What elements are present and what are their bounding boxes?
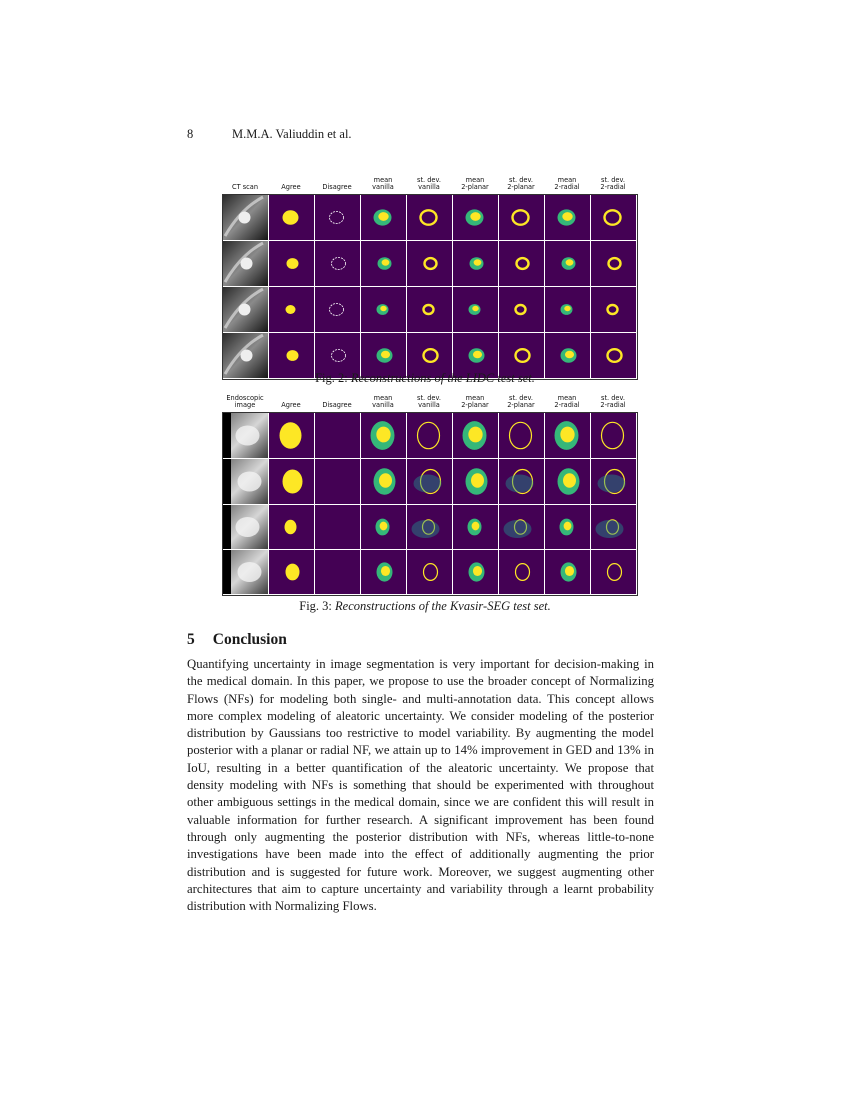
grid3-cell-r1-mean-radial <box>545 413 590 458</box>
grid3-cell-r3-std-vanilla <box>407 505 452 549</box>
grid2-cell-r3-std-radial <box>591 287 636 332</box>
figure-2 <box>222 160 638 380</box>
grid2-cell-r1-mean-vanilla <box>361 195 406 240</box>
grid3-cell-r4-std-planar <box>499 550 544 594</box>
grid3-cell-r2-agree <box>269 459 314 504</box>
section-title: Conclusion <box>212 631 287 648</box>
grid3-cell-r1-mean-planar <box>453 413 498 458</box>
fig3-col-endoscopic: Endoscopic image <box>226 393 264 409</box>
grid3-cell-r2-input <box>223 459 268 504</box>
grid2-cell-r1-mean-planar <box>453 195 498 240</box>
conclusion-paragraph: Quantifying uncertainty in image segmentation is very important for decision-making in the medical domain. In this paper, we propose to use the broader concept of Normalizing Flows (NFs) for modeling both single- and multi-annotation data. This concept allows more complex modeling of aleatoric uncertainty. We consider modeling of the posterior distribution by Gaussians too restrictive to model variability. By augmenting the model posterior with a planar or radial NF, we attain up to 14% improvement in GED and 13% in IoU, resulting in a better quantification of the aleatoric uncertainty. We propose that density modeling with NFs is something that should be experimented with throughout other ambiguous settings in the medical domain, since we are confident this will result in valuable information for further research. A significant improvement has been found through only augmenting the posterior distribution with NFs, whereas little-to-none investigations have been made into the effect of additionally augmenting the prior distribution and is suggested for future work. Moreover, we suggest augmenting other architectures that aim to capture uncertainty and variability through a learnt probability distribution with Normalizing Flows. <box>187 657 654 914</box>
figure-3-caption-text: Reconstructions of the Kvasir-SEG test set. <box>335 599 551 613</box>
grid3-cell-r1-std-planar <box>499 413 544 458</box>
figure-2-image-grid <box>222 194 638 380</box>
grid3-cell-r4-std-radial <box>591 550 636 594</box>
fig3-col-mean-planar: mean 2-planar <box>461 393 489 409</box>
grid3-cell-r1-mean-vanilla <box>361 413 406 458</box>
grid2-cell-r2-agree <box>269 241 314 286</box>
grid3-cell-r4-disagree <box>315 550 360 594</box>
grid3-cell-r4-mean-radial <box>545 550 590 594</box>
grid2-cell-r1-agree <box>269 195 314 240</box>
grid3-cell-r1-agree <box>269 413 314 458</box>
figure-3-image-grid <box>222 412 638 596</box>
grid3-cell-r3-std-planar <box>499 505 544 549</box>
grid3-cell-r2-mean-planar <box>453 459 498 504</box>
grid2-cell-r3-mean-planar <box>453 287 498 332</box>
grid3-cell-r3-mean-planar <box>453 505 498 549</box>
fig3-col-std-vanilla: st. dev. vanilla <box>417 393 441 409</box>
grid3-cell-r3-mean-radial <box>545 505 590 549</box>
grid3-cell-r2-mean-radial <box>545 459 590 504</box>
figure-3-column-headers <box>222 378 638 412</box>
grid3-cell-r3-agree <box>269 505 314 549</box>
grid3-cell-r2-std-vanilla <box>407 459 452 504</box>
grid2-cell-r3-mean-vanilla <box>361 287 406 332</box>
fig3-col-mean-radial: mean 2-radial <box>554 393 580 409</box>
fig2-col-ct-scan: CT scan <box>231 182 258 191</box>
fig2-col-mean-planar: mean 2-planar <box>461 175 489 191</box>
grid2-cell-r1-std-radial <box>591 195 636 240</box>
fig2-col-agree: Agree <box>281 182 301 191</box>
grid2-cell-r3-std-planar <box>499 287 544 332</box>
fig3-col-std-planar: st. dev. 2-planar <box>507 393 535 409</box>
grid2-cell-r2-std-radial <box>591 241 636 286</box>
grid2-cell-r3-disagree <box>315 287 360 332</box>
grid2-cell-r1-std-vanilla <box>407 195 452 240</box>
figure-3-caption <box>0 599 850 614</box>
grid2-cell-r2-disagree <box>315 241 360 286</box>
section-number: 5 <box>187 631 195 648</box>
grid2-cell-r1-disagree <box>315 195 360 240</box>
page-number: 8 <box>187 127 194 141</box>
grid3-cell-r3-input <box>223 505 268 549</box>
grid2-cell-r2-mean-vanilla <box>361 241 406 286</box>
figure-2-caption-text: Reconstructions of the LIDC test set. <box>350 371 535 385</box>
fig2-col-std-vanilla: st. dev. vanilla <box>417 175 441 191</box>
grid3-cell-r4-mean-planar <box>453 550 498 594</box>
grid3-cell-r1-disagree <box>315 413 360 458</box>
grid3-cell-r3-disagree <box>315 505 360 549</box>
grid3-cell-r2-disagree <box>315 459 360 504</box>
grid3-cell-r4-mean-vanilla <box>361 550 406 594</box>
grid2-cell-r2-mean-planar <box>453 241 498 286</box>
fig2-col-disagree: Disagree <box>322 182 352 191</box>
fig3-col-disagree: Disagree <box>322 400 352 409</box>
grid3-cell-r1-std-vanilla <box>407 413 452 458</box>
figure-2-column-headers <box>222 160 638 194</box>
grid3-cell-r3-std-radial <box>591 505 636 549</box>
fig2-col-mean-vanilla: mean vanilla <box>372 175 394 191</box>
grid3-cell-r3-mean-vanilla <box>361 505 406 549</box>
grid2-cell-r3-mean-radial <box>545 287 590 332</box>
grid3-cell-r2-std-planar <box>499 459 544 504</box>
figure-2-label: Fig. 2: <box>315 371 348 385</box>
grid2-cell-r3-input <box>223 287 268 332</box>
grid2-cell-r1-input <box>223 195 268 240</box>
figure-3 <box>222 378 638 596</box>
grid3-cell-r2-mean-vanilla <box>361 459 406 504</box>
grid2-cell-r2-input <box>223 241 268 286</box>
fig2-col-mean-radial: mean 2-radial <box>554 175 580 191</box>
grid3-cell-r2-std-radial <box>591 459 636 504</box>
running-authors: M.M.A. Valiuddin et al. <box>232 127 352 141</box>
grid2-cell-r2-mean-radial <box>545 241 590 286</box>
grid2-cell-r1-std-planar <box>499 195 544 240</box>
grid2-cell-r3-agree <box>269 287 314 332</box>
grid3-cell-r4-agree <box>269 550 314 594</box>
grid3-cell-r1-input <box>223 413 268 458</box>
fig3-col-mean-vanilla: mean vanilla <box>372 393 394 409</box>
grid2-cell-r2-std-vanilla <box>407 241 452 286</box>
grid3-cell-r4-std-vanilla <box>407 550 452 594</box>
figure-3-label: Fig. 3: <box>299 599 332 613</box>
fig2-col-std-radial: st. dev. 2-radial <box>600 175 626 191</box>
fig3-col-agree: Agree <box>281 400 301 409</box>
fig3-col-std-radial: st. dev. 2-radial <box>600 393 626 409</box>
fig2-col-std-planar: st. dev. 2-planar <box>507 175 535 191</box>
section-heading <box>187 631 287 649</box>
grid3-cell-r1-std-radial <box>591 413 636 458</box>
grid2-cell-r3-std-vanilla <box>407 287 452 332</box>
grid2-cell-r2-std-planar <box>499 241 544 286</box>
grid2-cell-r1-mean-radial <box>545 195 590 240</box>
grid3-cell-r4-input <box>223 550 268 594</box>
